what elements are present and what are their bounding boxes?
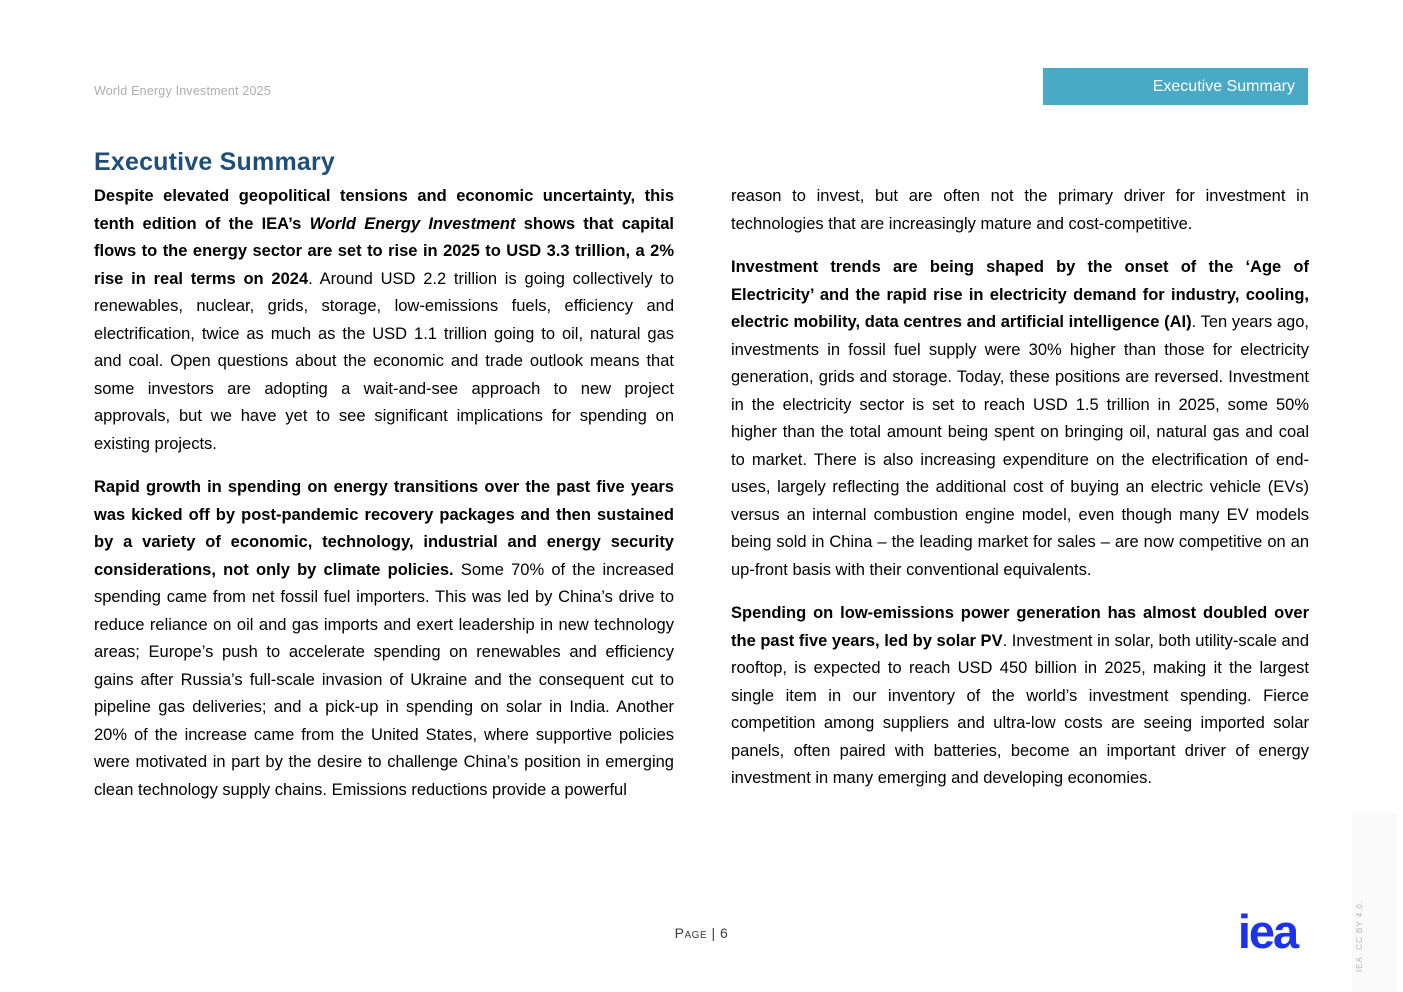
page-title: Executive Summary — [94, 147, 336, 176]
text-run: Some 70% of the increased spending came from net fossil fuel importers. This was led by China’s drive to reduce reliance on oil and gas imports and exert leadership in new technology areas; Europe’s push to accelerate spending on renewables and efficiency gains after Russia’s full-scale invasion of Ukraine and the consequent cut to pipeline gas deliveries; and a pick-up in spending on solar in India. Another 20% of the increase came from the United States, where supportive policies were motivated in part by the desire to challenge China’s position in emerging clean technology supply chains. Emissions reductions provide a powerful — [94, 560, 674, 799]
paragraph — [731, 600, 1309, 793]
text-column-right — [731, 183, 1309, 793]
paragraph — [731, 254, 1309, 584]
text-run: World Energy Investment — [309, 214, 516, 233]
text-run: shows that capital flows to the energy sector are set to rise in 2025 to USD 3.3 trillion, a 2% rise in real terms on 2024 — [94, 214, 674, 288]
text-run: . Around USD 2.2 trillion is going collectively to renewables, nuclear, grids, storage, low-emissions fuels, efficiency and electrification, twice as much as the USD 1.1 trillion going to oil, natural gas and coal. Open questions about the economic and trade outlook means that some investors are adopting a wait-and-see approach to new project approvals, but we have yet to see significant implications for spending on existing projects. — [94, 269, 674, 453]
page-number: Page | 6 — [674, 925, 729, 941]
copyright-vertical-label: IEA. CC BY 4.0. — [1355, 899, 1364, 973]
text-run: Rapid growth in spending on energy transitions over the past five years was kicked off by post-pandemic recovery packages and then sustained by a variety of economic, technology, industrial and energy security considerations, not only by climate policies. — [94, 478, 674, 579]
text-run: Investment trends are being shaped by the onset of the ‘Age of Electricity’ and the rapid rise in electricity demand for industry, cooling, electric mobility, data centres and artificial intelligence (AI) — [731, 258, 1309, 331]
text-run: Despite elevated geopolitical tensions and economic uncertainty, this tenth edition of the IEA’s — [94, 187, 674, 233]
paragraph — [94, 474, 674, 804]
section-banner-label: Executive Summary — [1152, 77, 1295, 95]
text-column-left — [94, 183, 674, 804]
text-run: reason to invest, but are often not the primary driver for investment in technologies that are increasingly mature and cost-competitive. — [731, 187, 1309, 233]
document-header-label: World Energy Investment 2025 — [94, 84, 271, 98]
text-run: . Ten years ago, investments in fossil fuel supply were 30% higher than those for electricity generation, grids and storage. Today, these positions are reversed. Investment in the electricity sector is set to reach USD 1.5 trillion in 2025, some 50% higher than the total amount being spent on bringing oil, natural gas and coal to market. There is also increasing expenditure on the electrification of end-uses, largely reflecting the additional cost of buying an electric vehicle (EVs) versus an internal combustion engine model, even though many EV models being sold in China – the leading market for sales – are now competitive on an up-front basis with their conventional equivalents. — [731, 313, 1309, 579]
text-run: Spending on low-emissions power generation has almost doubled over the past five years, led by solar PV — [731, 604, 1309, 650]
text-run: . Investment in solar, both utility-scale and rooftop, is expected to reach USD 450 billion in 2025, making it the largest single item in our inventory of the world’s investment spending. Fierce competition among suppliers and ultra-low costs are seeing imported solar panels, often paired with batteries, become an important driver of energy investment in many emerging and developing economies. — [731, 631, 1310, 787]
section-banner — [1043, 68, 1308, 105]
paragraph — [731, 183, 1309, 238]
iea-logo: iea — [1237, 905, 1298, 958]
paragraph — [94, 183, 674, 458]
